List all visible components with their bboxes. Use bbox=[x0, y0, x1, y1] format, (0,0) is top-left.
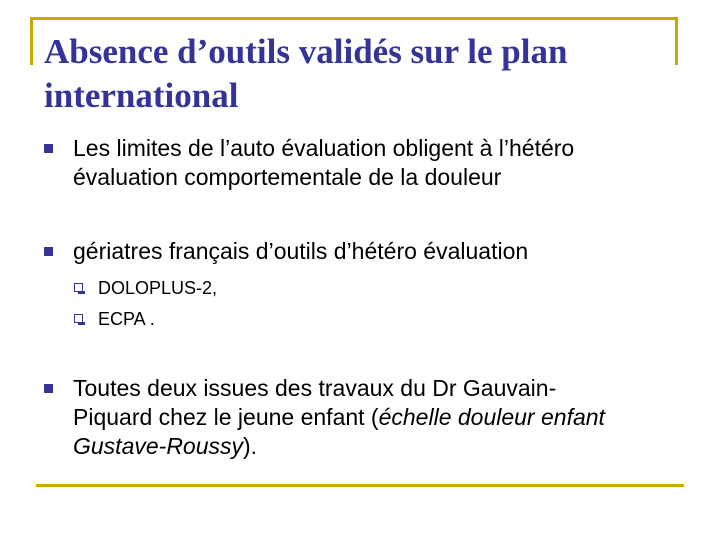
title-line-2: international bbox=[44, 76, 239, 115]
bullet-3-line-2 bbox=[73, 403, 703, 432]
title-line-1: Absence d’outils validés sur le plan bbox=[44, 32, 568, 71]
bullet-3-line-3-italic: Gustave-Roussy bbox=[73, 433, 244, 459]
bullet-3-line-3-end: ). bbox=[243, 433, 258, 459]
bullet-text bbox=[73, 237, 703, 266]
bullet-1-line-2: évaluation comportementale de la douleur bbox=[73, 164, 502, 190]
sub-bullet-text: ECPA . bbox=[98, 309, 155, 329]
bullet-3-line-1: Toutes deux issues des travaux du Dr Gauvain- bbox=[73, 375, 557, 401]
bullet-3-line-2-text: Piquard chez le jeune enfant ( bbox=[73, 404, 379, 430]
left-rule bbox=[30, 17, 33, 65]
bullet-3-line-3 bbox=[73, 432, 703, 461]
bullet-3-line-2-italic: échelle douleur enfant bbox=[378, 404, 605, 430]
bottom-rule bbox=[36, 484, 684, 487]
bullet-text bbox=[73, 134, 703, 192]
bullet-2-line-1: gériatres français d’outils d’hétéro évaluation bbox=[73, 238, 529, 264]
sub-bullet-text: DOLOPLUS-2, bbox=[98, 278, 218, 298]
top-rule bbox=[30, 17, 678, 20]
square-bullet-icon bbox=[44, 144, 53, 153]
checkbox-bullet-icon bbox=[74, 314, 83, 323]
square-bullet-icon bbox=[44, 247, 53, 256]
slide-title bbox=[44, 30, 684, 118]
checkbox-bullet-icon bbox=[74, 283, 83, 292]
bullet-1-line-1: Les limites de l’auto évaluation obligent à l’hétéro bbox=[73, 135, 575, 161]
bullet-text bbox=[73, 374, 703, 461]
square-bullet-icon bbox=[44, 384, 53, 393]
